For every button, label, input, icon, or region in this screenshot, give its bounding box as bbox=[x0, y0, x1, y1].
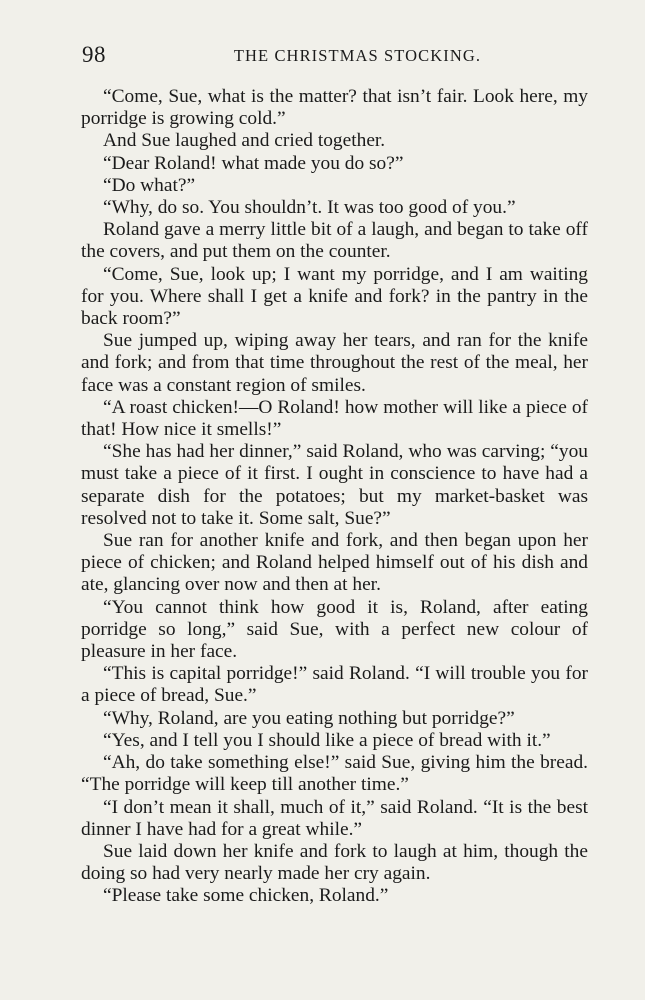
paragraph: “She has had her dinner,” said Roland, who was carving; “you must take a piece of it first. I ought in conscience to have had a separate dish for the potatoes; but my market-basket was resolved not to take it. Some salt, Sue?” bbox=[81, 441, 588, 529]
page-header bbox=[82, 40, 593, 74]
paragraph: Sue ran for another knife and fork, and then began upon her piece of chicken; and Roland helped himself out of his dish and ate, glancing over now and then at her. bbox=[81, 530, 588, 596]
paragraph: “Come, Sue, look up; I want my porridge, and I am waiting for you. Where shall I get a knife and fork? in the pantry in the back room?” bbox=[81, 263, 588, 330]
paragraph: “This is capital porridge!” said Roland. “I will trouble you for a piece of bread, Sue.” bbox=[81, 663, 588, 707]
paragraph: “I don’t mean it shall, much of it,” said Roland. “It is the best dinner I have had for a great while.” bbox=[81, 796, 588, 840]
paragraph: “Yes, and I tell you I should like a piece of bread with it.” bbox=[103, 729, 551, 751]
paragraph: “A roast chicken!—O Roland! how mother will like a piece of that! How nice it smells!” bbox=[81, 396, 588, 441]
body-text bbox=[81, 86, 588, 908]
paragraph: “You cannot think how good it is, Roland, after eating porridge so long,” said Sue, with a perfect new colour of pleasure in her face. bbox=[81, 596, 588, 663]
paragraph: And Sue laughed and cried together. bbox=[103, 130, 386, 152]
paragraph: “Dear Roland! what made you do so?” bbox=[103, 152, 404, 174]
paragraph: Sue laid down her knife and fork to laugh at him, though the doing so had very nearly made her cry again. bbox=[81, 840, 588, 885]
paragraph: Roland gave a merry little bit of a laugh, and began to take off the covers, and put them on the counter. bbox=[81, 219, 588, 263]
paragraph: “Why, do so. You shouldn’t. It was too good of you.” bbox=[103, 197, 516, 219]
running-title: THE CHRISTMAS STOCKING. bbox=[233, 46, 482, 65]
paragraph: “Come, Sue, what is the matter? that isn’t fair. Look here, my porridge is growing cold.” bbox=[81, 86, 588, 130]
paragraph: “Please take some chicken, Roland.” bbox=[103, 885, 389, 907]
paragraph: “Why, Roland, are you eating nothing but porridge?” bbox=[103, 707, 515, 729]
paragraph: Sue jumped up, wiping away her tears, and ran for the knife and fork; and from that time throughout the rest of the meal, her face was a constant region of smiles. bbox=[81, 330, 588, 396]
paragraph: “Do what?” bbox=[103, 174, 196, 196]
page-number: 98 bbox=[82, 42, 106, 67]
paragraph: “Ah, do take something else!” said Sue, giving him the bread. “The porridge will keep till another time.” bbox=[81, 752, 588, 796]
